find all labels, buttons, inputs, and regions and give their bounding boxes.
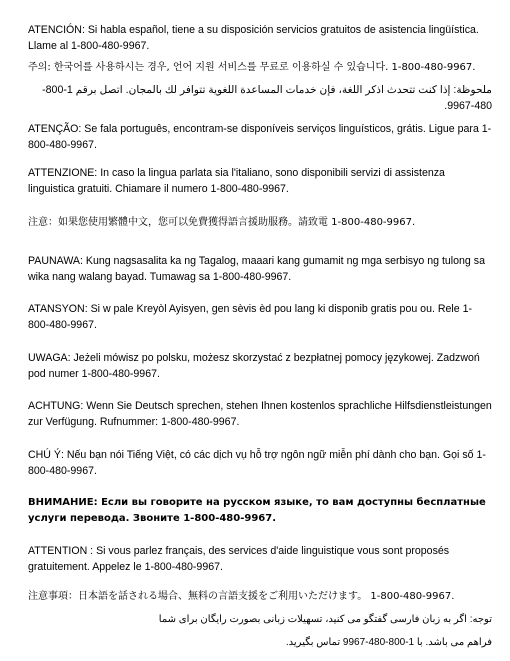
notice-french: ATTENTION : Si vous parlez français, des services d'aide linguistique vous sont proposés gratuitement. Appelez le 1-800-480-9967.	[28, 545, 450, 573]
notice-polish: UWAGA: Jeżeli mówisz po polsku, możesz skorzystać z bezpłatnej pomocy językowej. Zadzwoń pod numer 1-800-480-9967.	[28, 352, 480, 380]
notice-persian-line-2: فراهم می باشد. با 1-800-480-9967 تماس بگیرید.	[285, 637, 492, 648]
notice-german: ACHTUNG: Wenn Sie Deutsch sprechen, stehen Ihnen kostenlos sprachliche Hilfsdienstleistungen zur Verfügung. Rufnummer: 1-800-480-9967.	[28, 400, 492, 428]
notice-portuguese: ATENÇÃO: Se fala português, encontram-se disponíveis serviços linguísticos, grátis. Ligue para 1-800-480-9967.	[28, 123, 492, 151]
notice-japanese: 注意事項：日本語を話される場合、無料の言語支援をご利用いただけます。 1-800-480-9967.	[28, 591, 455, 602]
notice-italian: ATTENZIONE: In caso la lingua parlata sia l'italiano, sono disponibili servizi di assistenza linguistica gratuiti. Chiamare il numero 1-800-480-9967.	[28, 167, 445, 195]
notice-russian: ВНИМАНИЕ: Если вы говорите на русском языке, то вам доступны бесплатные услуги перевода. Звоните 1-800-480-9967.	[28, 497, 486, 524]
notice-arabic: ملحوظة: إذا كنت تتحدث اذكر اللغة، فإن خدمات المساعدة اللغوية تتوافر لك بالمجان. اتصل برقم 1-800-480-9967.	[42, 84, 492, 112]
notice-korean: 주의: 한국어를 사용하시는 경우, 언어 지원 서비스를 무료로 이용하실 수 있습니다. 1-800-480-9967.	[28, 62, 476, 73]
notice-persian-line-1: توجه: اگر به زبان فارسی گفتگو می کنید، تسهیلات زبانی بصورت رایگان برای شما	[158, 614, 492, 625]
notice-haitian-creole: ATANSYON: Si w pale Kreyòl Ayisyen, gen sèvis èd pou lang ki disponib gratis pou ou. Rele 1-800-480-9967.	[28, 303, 472, 331]
notice-vietnamese: CHÚ Ý: Nếu bạn nói Tiếng Việt, có các dịch vụ hỗ trợ ngôn ngữ miễn phí dành cho bạn. Gọi số 1-800-480-9967.	[28, 449, 486, 477]
notice-chinese: 注意：如果您使用繁體中文，您可以免費獲得語言援助服務。請致電 1-800-480-9967.	[28, 217, 416, 228]
notice-spanish: ATENCIÓN: Si habla español, tiene a su disposición servicios gratuitos de asistencia lingüística. Llame al 1-800-480-9967.	[28, 24, 479, 52]
notice-tagalog: PAUNAWA: Kung nagsasalita ka ng Tagalog, maaari kang gumamit ng mga serbisyo ng tulong sa wika nang walang bayad. Tumawag sa 1-800-480-9967.	[28, 255, 485, 283]
